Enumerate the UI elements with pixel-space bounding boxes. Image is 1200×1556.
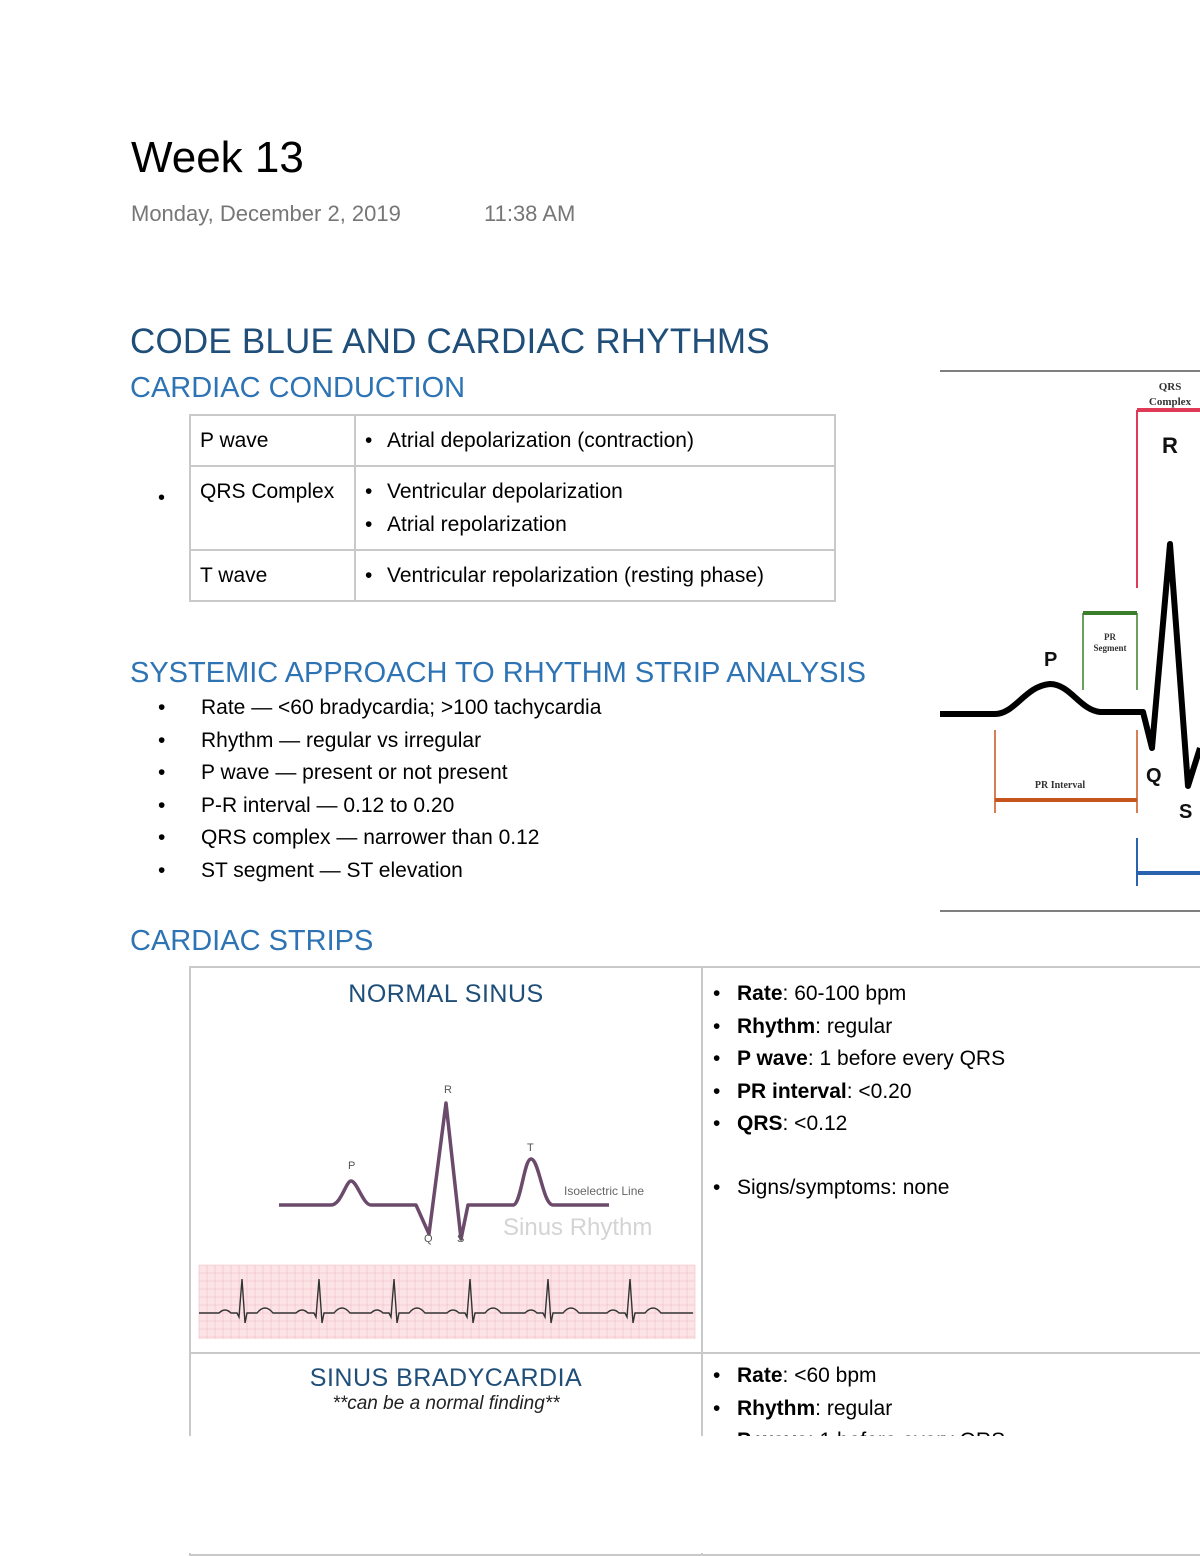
page-title: Week 13 bbox=[131, 133, 304, 182]
wave-cell: QRS Complex bbox=[190, 466, 355, 550]
outer-bullet: • bbox=[158, 487, 166, 509]
fact-item: • P wave: 1 before every QRS bbox=[707, 1043, 1200, 1076]
p-label: P bbox=[1044, 649, 1058, 671]
list-item: • P-R interval — 0.12 to 0.20 bbox=[158, 790, 601, 823]
list-item: • Rate — <60 bradycardia; >100 tachycardia bbox=[158, 692, 601, 725]
wave-s-label: S bbox=[457, 1233, 465, 1245]
wave-t-label: T bbox=[527, 1142, 534, 1154]
r-label: R bbox=[1162, 433, 1178, 458]
fact-item: • PR interval: <0.20 bbox=[707, 1076, 1200, 1109]
fact-item: • Rhythm: regular bbox=[707, 1393, 1200, 1426]
page-bottom-margin bbox=[0, 1436, 1200, 1553]
wave-r-label: R bbox=[444, 1084, 452, 1096]
table-row bbox=[190, 550, 835, 601]
approach-heading: SYSTEMIC APPROACH TO RHYTHM STRIP ANALYSIS bbox=[130, 657, 866, 689]
fact-item: • Rate: <60 bpm bbox=[707, 1360, 1200, 1393]
wave-cell: T wave bbox=[190, 550, 355, 601]
fact-item: • Rate: 60-100 bpm bbox=[707, 978, 1200, 1011]
table-row bbox=[190, 415, 835, 466]
table-row bbox=[190, 967, 1200, 1353]
sinus-brady-title: SINUS BRADYCARDIA bbox=[309, 1364, 583, 1392]
list-item: • Ventricular repolarization (resting phase) bbox=[365, 559, 825, 592]
normal-sinus-title: NORMAL SINUS bbox=[348, 980, 544, 1008]
list-item: • Atrial depolarization (contraction) bbox=[365, 424, 825, 457]
normal-sinus-cell bbox=[190, 967, 702, 1353]
ecg-diagram bbox=[940, 368, 1200, 914]
fact-item: • QRS: <0.12 bbox=[707, 1108, 1200, 1141]
pr-seg-label-1: PR bbox=[1104, 632, 1116, 642]
q-label: Q bbox=[1146, 765, 1162, 787]
qrs-label: QRS bbox=[1158, 381, 1182, 393]
wave-q-label: Q bbox=[424, 1233, 433, 1245]
strips-heading: CARDIAC STRIPS bbox=[130, 925, 374, 957]
table-row bbox=[190, 466, 835, 550]
pr-seg-label-2: Segment bbox=[1093, 643, 1127, 653]
normal-sinus-facts-cell bbox=[702, 967, 1200, 1353]
wave-cell: P wave bbox=[190, 415, 355, 466]
conduction-table bbox=[189, 414, 836, 602]
list-item: • QRS complex — narrower than 0.12 bbox=[158, 822, 601, 855]
wave-p-label: P bbox=[348, 1160, 356, 1172]
sinus-brady-subtitle: **can be a normal finding** bbox=[332, 1393, 560, 1414]
normal-sinus-illustration bbox=[191, 1009, 701, 1339]
conduction-heading: CARDIAC CONDUCTION bbox=[130, 372, 466, 404]
fact-item: • Signs/symptoms: none bbox=[707, 1172, 1200, 1205]
main-heading: CODE BLUE AND CARDIAC RHYTHMS bbox=[130, 322, 770, 361]
ecg-waveform bbox=[940, 544, 1200, 786]
fact-item: • Rhythm: regular bbox=[707, 1011, 1200, 1044]
s-label: S bbox=[1179, 801, 1193, 823]
page-time: 11:38 AM bbox=[484, 201, 576, 226]
list-item: • Ventricular depolarization bbox=[365, 475, 825, 508]
list-item: • Atrial repolarization bbox=[365, 508, 825, 541]
isoelectric-label: Isoelectric Line bbox=[564, 1184, 645, 1198]
desc-cell bbox=[355, 550, 835, 601]
list-item: • P wave — present or not present bbox=[158, 757, 601, 790]
pr-interval-label: PR Interval bbox=[1034, 780, 1086, 791]
desc-cell bbox=[355, 415, 835, 466]
desc-cell bbox=[355, 466, 835, 550]
list-item: • ST segment — ST elevation bbox=[158, 855, 601, 888]
approach-list bbox=[158, 692, 601, 888]
complex-label: Complex bbox=[1148, 396, 1192, 408]
normal-sinus-facts bbox=[703, 978, 1200, 1205]
sinus-rhythm-watermark: Sinus Rhythm bbox=[503, 1214, 653, 1241]
list-item: • Rhythm — regular vs irregular bbox=[158, 725, 601, 758]
page-date: Monday, December 2, 2019 bbox=[131, 201, 401, 226]
